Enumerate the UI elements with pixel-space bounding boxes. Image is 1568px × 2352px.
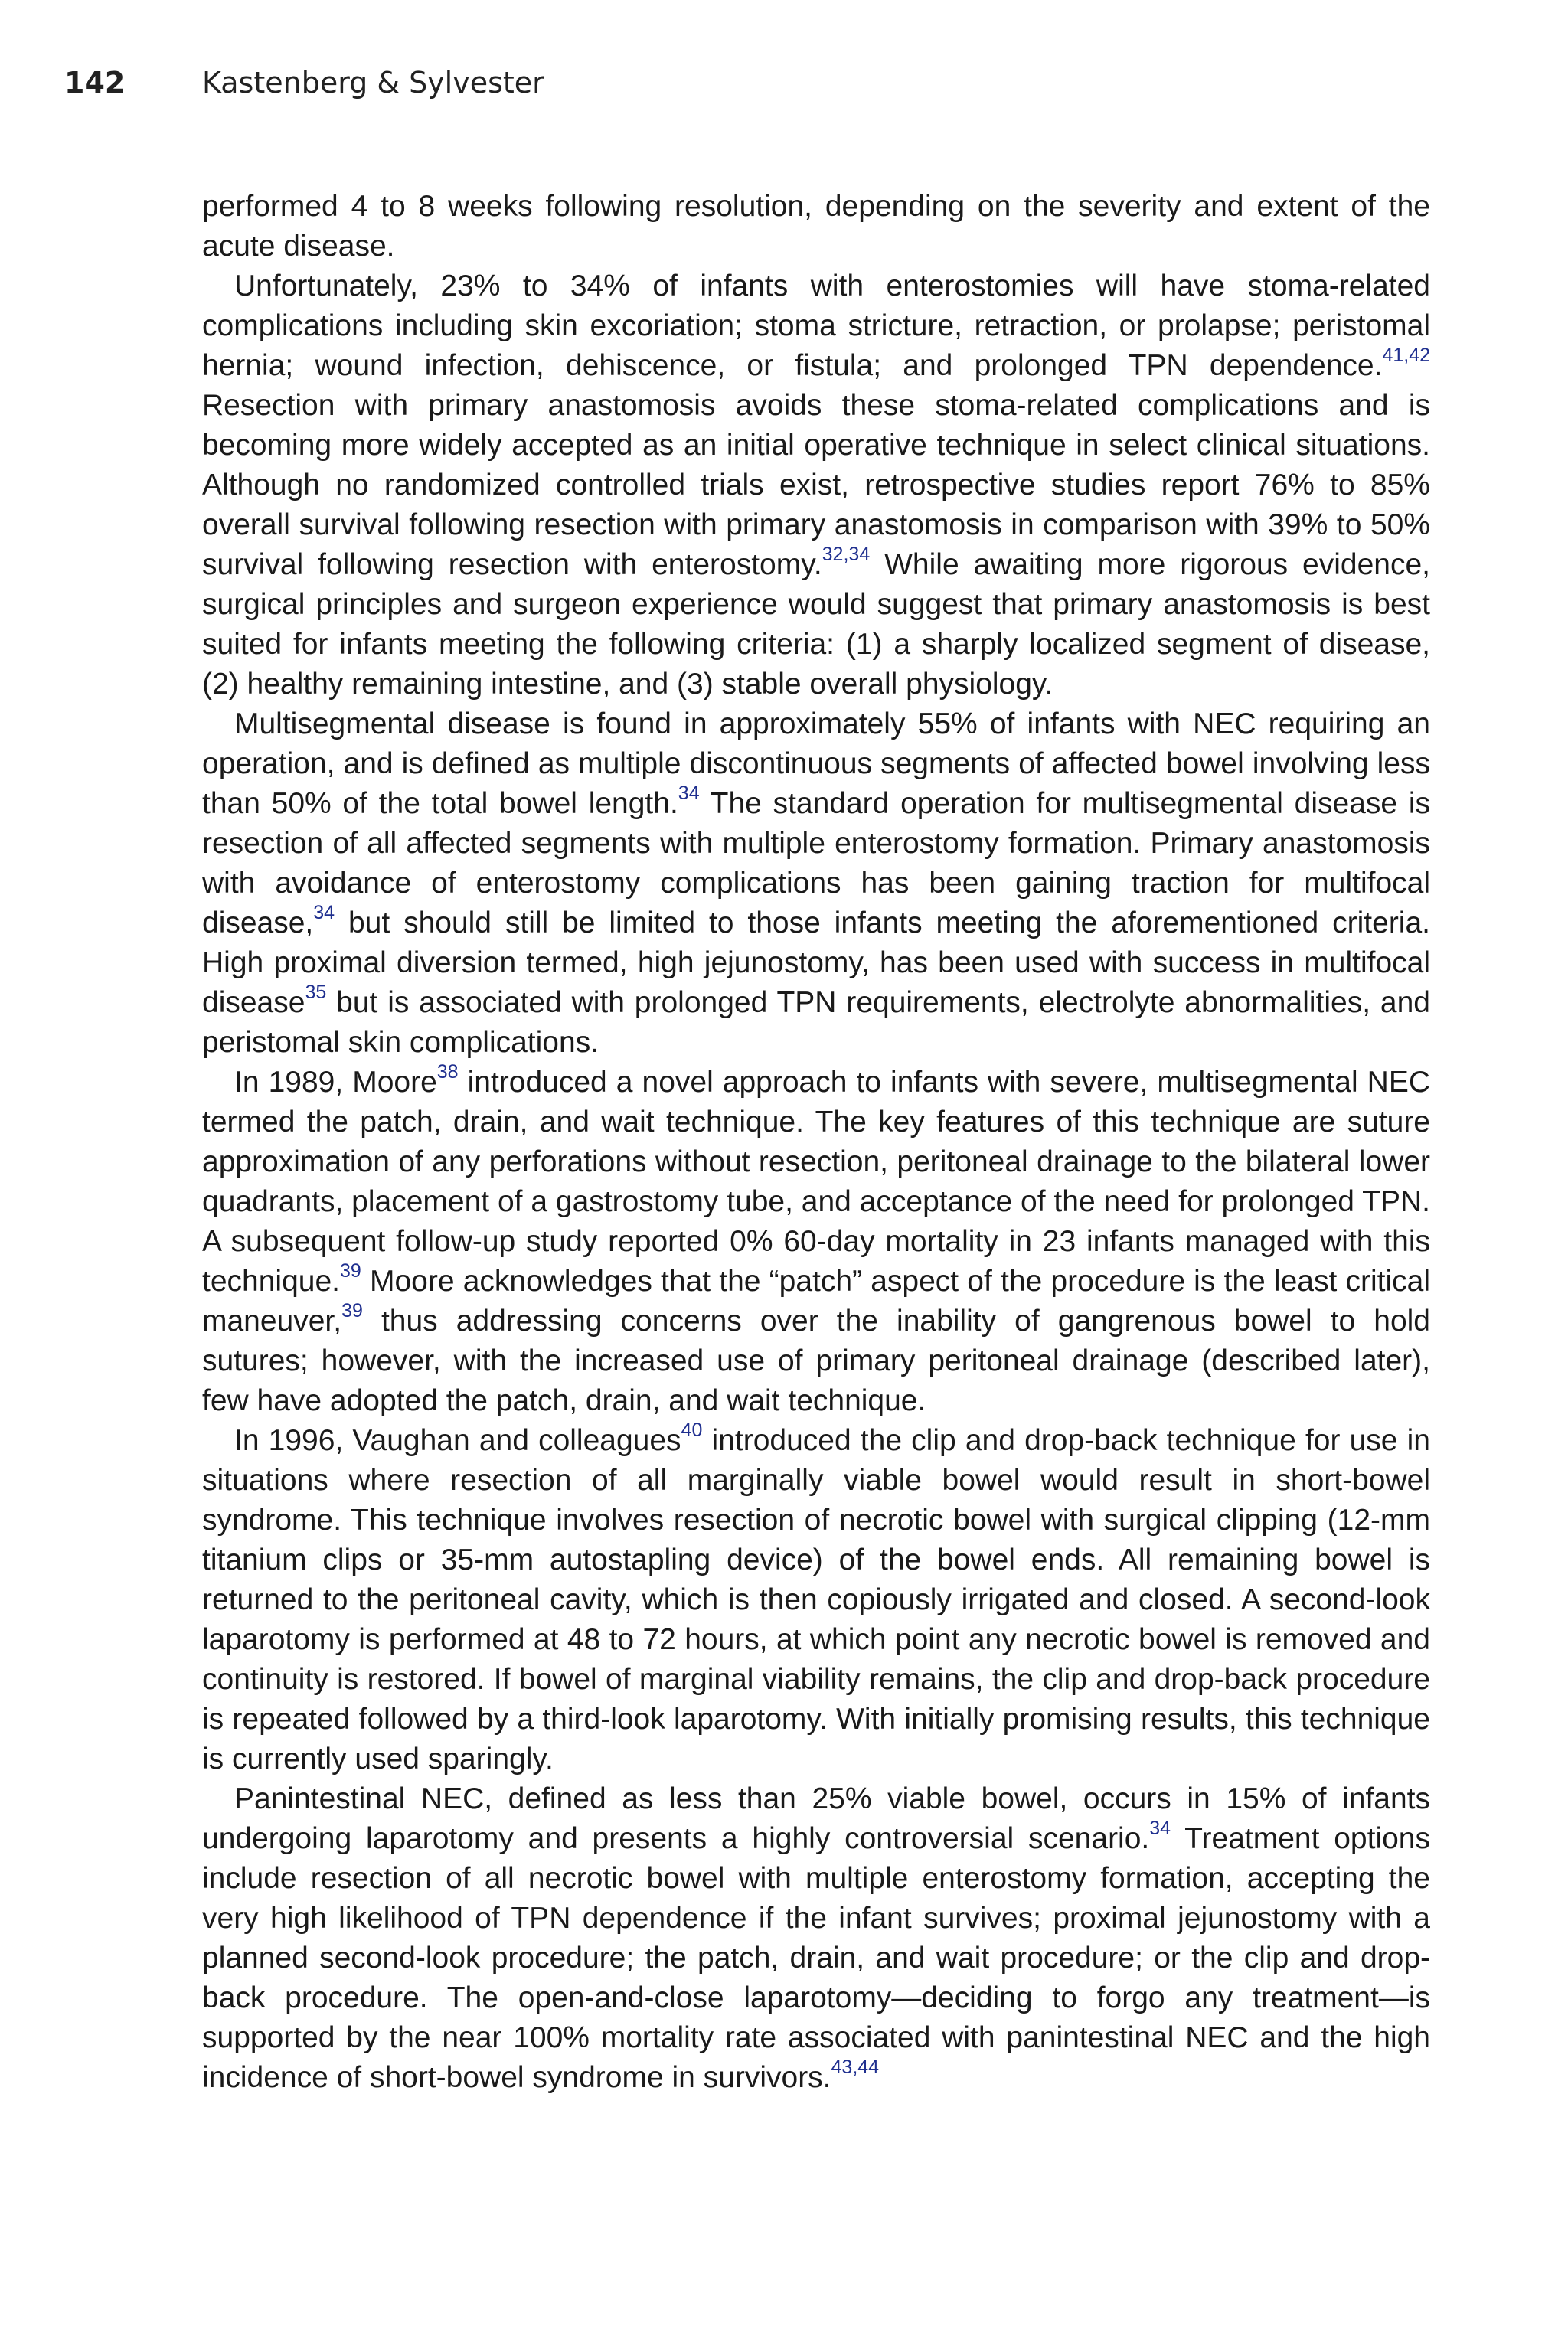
running-head	[64, 66, 544, 104]
citation-ref[interactable]: 38	[436, 1061, 459, 1083]
citation-ref[interactable]: 32,34	[822, 544, 871, 565]
paragraph-2	[202, 266, 1430, 704]
paragraph-text: In 1996, Vaughan and colleagues	[234, 1424, 681, 1457]
paragraph-text: performed 4 to 8 weeks following resolution, depending on the severity and extent of the acute disease.	[202, 190, 1430, 263]
paragraph-text: Treatment options include resection of all necrotic bowel with multiple enterostomy formation, accepting the very high likelihood of TPN dependence if the infant survives; proximal jejunostomy with a planned second-look procedure; the patch, drain, and wait procedure; or the clip and drop-back procedure. The open-and-close laparotomy—deciding to forgo any treatment—is supported by the near 100% mortality rate associated with panintestinal NEC and the high incidence of short-bowel syndrome in survivors.	[202, 1822, 1430, 2094]
paragraph-text: Panintestinal NEC, defined as less than 25% viable bowel, occurs in 15% of infants undergoing laparotomy and presents a highly controversial scenario.	[202, 1782, 1430, 1855]
citation-ref[interactable]: 39	[339, 1260, 361, 1282]
page-number: 142	[64, 66, 126, 100]
paragraph-4	[202, 1063, 1430, 1421]
paragraph-text: While awaiting more rigorous evidence, surgical principles and surgeon experience would suggest that primary anastomosis is best suited for infants meeting the following criteria: (1) a sharply localized segment of disease, (2) healthy remaining intestine, and (3) stable overall physiology.	[202, 548, 1430, 701]
citation-ref[interactable]: 34	[313, 902, 335, 923]
citation-ref[interactable]: 34	[1149, 1818, 1171, 1839]
article-body	[202, 187, 1430, 2098]
paragraph-text: but is associated with prolonged TPN requirements, electrolyte abnormalities, and peristomal skin complications.	[202, 986, 1430, 1059]
paragraph-text: The standard operation for multisegmental disease is resection of all affected segments with multiple enterostomy formation. Primary anastomosis with avoidance of enterostomy complications has been gaining traction for multifocal disease,	[202, 787, 1430, 939]
citation-ref[interactable]: 34	[678, 782, 700, 804]
citation-ref[interactable]: 39	[341, 1300, 363, 1321]
paragraph-text: Resection with primary anastomosis avoids these stoma-related complications and is becoming more widely accepted as an initial operative technique in select clinical situations. Although no randomized controlled trials exist, retrospective studies report 76% to 85% overall survival following resection with primary anastomosis in comparison with 39% to 50% survival following resection with enterostomy.	[202, 389, 1430, 581]
paragraph-6	[202, 1779, 1430, 2098]
citation-ref[interactable]: 41,42	[1382, 345, 1430, 366]
citation-ref[interactable]: 35	[305, 982, 327, 1003]
paragraph-text: Moore acknowledges that the “patch” aspect of the procedure is the least critical maneuver,	[202, 1265, 1430, 1338]
running-title: Kastenberg & Sylvester	[202, 66, 544, 100]
paragraph-text: thus addressing concerns over the inability of gangrenous bowel to hold sutures; however, with the increased use of primary peritoneal drainage (described later), few have adopted the patch, drain, and wait technique.	[202, 1305, 1430, 1417]
paragraph-3	[202, 704, 1430, 1063]
paragraph-5	[202, 1421, 1430, 1779]
paragraph-text: but should still be limited to those infants meeting the aforementioned criteria. High proximal diversion termed, high jejunostomy, has been used with success in multifocal disease	[202, 906, 1430, 1019]
paragraph-text: introduced the clip and drop-back technique for use in situations where resection of all marginally viable bowel would result in short-bowel syndrome. This technique involves resection of necrotic bowel with surgical clipping (12-mm titanium clips or 35-mm autostapling device) of the bowel ends. All remaining bowel is returned to the peritoneal cavity, which is then copiously irrigated and closed. A second-look laparotomy is performed at 48 to 72 hours, at which point any necrotic bowel is removed and continuity is restored. If bowel of marginal viability remains, the clip and drop-back procedure is repeated followed by a third-look laparotomy. With initially promising results, this technique is currently used sparingly.	[202, 1424, 1430, 1775]
citation-ref[interactable]: 40	[681, 1419, 703, 1441]
paragraph-text: introduced a novel approach to infants with severe, multisegmental NEC termed the patch, drain, and wait technique. The key features of this technique are suture approximation of any perforations without resection, peritoneal drainage to the bilateral lower quadrants, placement of a gastrostomy tube, and acceptance of the need for prolonged TPN. A subsequent follow-up study reported 0% 60-day mortality in 23 infants managed with this technique.	[202, 1066, 1430, 1298]
paragraph-text: In 1989, Moore	[234, 1066, 437, 1099]
citation-ref[interactable]: 43,44	[831, 2056, 880, 2078]
paragraph-text: Unfortunately, 23% to 34% of infants with enterostomies will have stoma-related complications including skin excoriation; stoma stricture, retraction, or prolapse; peristomal hernia; wound infection, dehiscence, or fistula; and prolonged TPN dependence.	[202, 270, 1430, 382]
paragraph-1	[202, 187, 1430, 266]
paragraph-text: Multisegmental disease is found in approximately 55% of infants with NEC requiring an operation, and is defined as multiple discontinuous segments of affected bowel involving less than 50% of the total bowel length.	[202, 707, 1430, 820]
